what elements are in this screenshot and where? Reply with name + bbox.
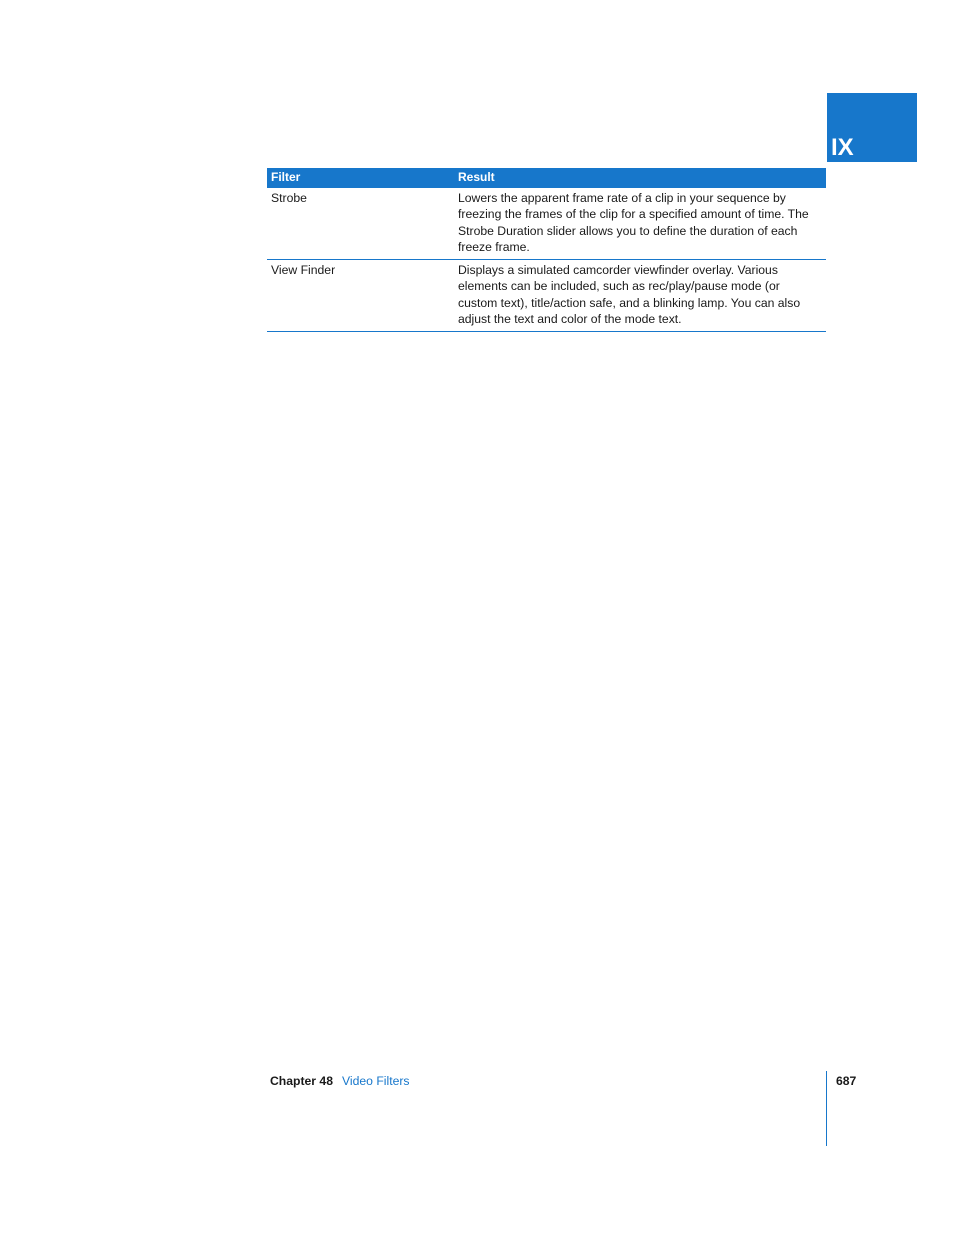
table-header-result: Result — [454, 168, 826, 188]
footer-chapter — [270, 1073, 410, 1089]
table-row — [267, 188, 826, 260]
chapter-label: Chapter 48 — [270, 1074, 333, 1088]
table-header-row — [267, 168, 826, 188]
part-tab-label: IX — [831, 134, 854, 161]
table-cell-result: Displays a simulated camcorder viewfinder overlay. Various elements can be included, such as rec/play/pause mode (or custom text), title/action safe, and a blinking lamp. You can also adjust the text and color of the mode text. — [454, 260, 826, 332]
table-cell-filter: View Finder — [267, 260, 454, 332]
table-header-filter: Filter — [267, 168, 454, 188]
table-cell-result: Lowers the apparent frame rate of a clip in your sequence by freezing the frames of the clip for a specified amount of time. The Strobe Duration slider allows you to define the duration of each freeze frame. — [454, 188, 826, 260]
table-row — [267, 260, 826, 332]
part-tab — [827, 93, 917, 162]
table-cell-filter: Strobe — [267, 188, 454, 260]
chapter-title-link[interactable]: Video Filters — [342, 1074, 410, 1088]
footer-divider — [826, 1071, 827, 1146]
page-number: 687 — [836, 1074, 857, 1088]
filter-table — [267, 168, 826, 332]
